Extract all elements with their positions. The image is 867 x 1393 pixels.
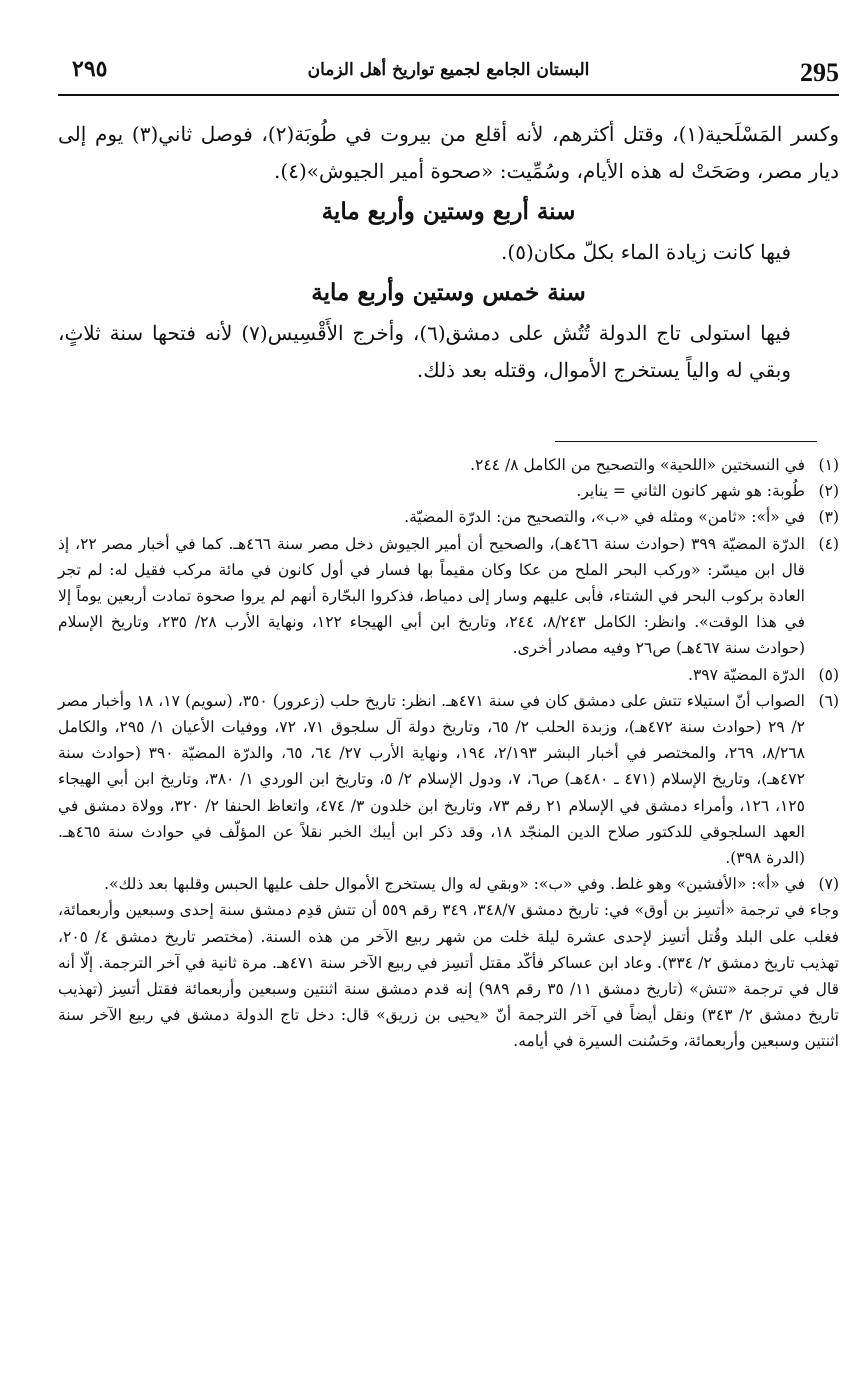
footnote-text: طُوبة: هو شهر كانون الثاني = يناير. [576, 482, 805, 501]
footnote-number: (٦) [818, 691, 839, 710]
footnote-5 [58, 662, 839, 688]
footnote-text: الدرّة المضيّة ٣٩٩ (حوادث سنة ٤٦٦هـ)، والصحيح أن أمير الجيوش دخل مصر سنة ٤٦٦هـ. كما في أخبار مصر ٢٢، إذ قال ابن ميسّر: «وركب البحر الملح من عكا وكان مقيماً بها فسار في أول كانون في مائة مركب فقيل له: لم تجر العادة بركوب البحر في الشتاء، فأبى عليهم وسار إلى دمياط، فذكروا البحّارة أنهم لم يروا صحوة تمادت أربعين يوماً إلا في هذا الوقت». وانظر: الكامل ٨/٢٤٣، ٢٤٤، وتاريخ ابن أبي الهيجاء ١٢٢، ونهاية الأرب ٢٨/ ٢٣٥، وتاريخ الإسلام (حوادث سنة ٤٦٧هـ) ص٢٦ وفيه مصادر أخرى. [58, 534, 805, 658]
year-464-title: سنة أربع وستين وأربع ماية [321, 198, 576, 225]
footnote-extra-paragraph: وجاء في ترجمة «أتسِز بن أوق» في: تاريخ دمشق ٣٤٨/٧، ٣٤٩ رقم ٥٥٩ أن تتش قدِم دمشق سنة إحدى وسبعين وأربعمائة، فغلب على البلد وقُتل أتسِز لإحدى عشرة ليلة خلت من شهر ربيع الآخر من هذه السنة. (مختصر تاريخ دمشق ٤/ ٢٠٥، تهذيب تاريخ دمشق ٢/ ٣٣٤). وعاد ابن عساكر فأكّد مقتل أتسِز في ربيع الآخر سنة ٤٧١هـ. مرة ثانية في آخر الترجمة. إلّا أنه قال في ترجمة «تتش» (تاريخ دمشق ١١/ ٣٥ رقم ٩٨٩) إنه قدم دمشق سنة اثنتين وسبعين وأربعمائة فقتل أتسِز (تهذيب تاريخ دمشق ٢/ ٣٤٣) ونقل أيضاً في آخر الترجمة أنّ «يحيى بن زريق» قال: دخل تاج الدولة دمشق في ربيع الآخر سنة اثنتين وسبعين وأربعمائة، وحَسُنت السيرة في أيامه. [58, 901, 839, 1051]
header-rule [58, 94, 839, 96]
footnotes [58, 452, 839, 1055]
footnote-number: (٤) [818, 534, 839, 553]
year-464-text: فيها كانت زيادة الماء بكلّ مكان(٥). [501, 240, 791, 264]
running-header [58, 52, 839, 92]
footnote-4 [58, 531, 839, 662]
footnote-1 [58, 452, 839, 478]
footnote-text: الدرّة المضيّة ٣٩٧. [688, 665, 805, 684]
footnote-number: (١) [818, 456, 839, 474]
year-465-text: فيها استولى تاج الدولة تُتُش على دمشق(٦)، وأخرج الأَقْسِيس(٧) لأنه فتحها سنة ثلاثٍ، وبقي له والياً يستخرج الأموال، وقتله بعد ذلك. [58, 321, 791, 382]
footnote-text: في النسختين «اللحية» والتصحيح من الكامل ٨/ ٢٤٤. [470, 456, 805, 474]
footnote-3 [58, 504, 839, 530]
page-number-latin: 295 [800, 58, 839, 87]
footnote-separator [555, 441, 817, 442]
footnote-text: الصواب أنّ استيلاء تتش على دمشق كان في سنة ٤٧١هـ. انظر: تاريخ حلب (زعرور) ٣٥٠، (سويم) ١٧، ١٨ وأخبار مصر ٢/ ٢٩ (حوادث سنة ٤٧٢هـ)، وزبدة الحلب ٢/ ٦٥، وتاريخ دولة آل سلجوق ٧١، ٧٢، ووفيات الأعيان ١/ ٢٩٥، والكامل ٨/٢٦٨، ٢٦٩، والمختصر في أخبار البشر ٢/١٩٣، ١٩٤، ونهاية الأرب ٢٧/ ٦٤، ٦٥، والدرّة المضيّة ٣٩٠ (حوادث سنة ٤٧٢هـ)، وتاريخ الإسلام (٤٧١ ـ ٤٨٠هـ) ص٦، ٧، ودول الإسلام ٢/ ٥، وتاريخ ابن الوردي ١/ ٣٨٠، وتاريخ ابن أبي الهيجاء ١٢٥، ١٢٦، وأمراء دمشق في الإسلام ٢١ رقم ٧٣، وتاريخ ابن خلدون ٣/ ٤٧٤، واتعاظ الحنفا ٢/ ٣٢٠، وولاة دمشق في العهد السلجوقي للدكتور صلاح الدين المنجّد ١٨، وقد ذكر ابن أيبك الخبر نقلاً عن المؤلّف في حوادث سنة ٤٦٥هـ. (الدرة ٣٩٨). [58, 691, 805, 868]
footnote-text: في «أ»: «ثامن» ومثله في «ب»، والتصحيح من: الدرّة المضيّة. [404, 508, 805, 527]
footnote-2 [58, 478, 839, 504]
main-text [58, 116, 839, 389]
footnote-6 [58, 688, 839, 871]
running-title: البستان الجامع لجميع تواريخ أهل الزمان [307, 60, 590, 80]
page-number-arabic: ٢٩٥ [72, 56, 108, 82]
footnote-text: في «أ»: «الأفشين» وهو غلط. وفي «ب»: «وبقي له وال يستخرج الأموال حلف عليها الحبس وقلبها بعد ذلك». [104, 875, 805, 894]
intro-paragraph: وكسر المَسْلَحية(١)، وقتل أكثرهم، لأنه أقلع من بيروت في طُوبَة(٢)، فوصل ثاني(٣) يوم إلى ديار مصر، وصَحَتْ له هذه الأيام، وسُمِّيت: «صحوة أمير الجيوش»(٤). [58, 122, 839, 183]
footnote-number: (٣) [818, 508, 839, 527]
footnote-number: (٧) [818, 875, 839, 894]
footnote-7 [58, 871, 839, 897]
footnote-number: (٥) [818, 665, 839, 684]
year-465-title: سنة خمس وستين وأربع ماية [311, 279, 586, 306]
footnote-7-continuation [58, 897, 839, 1054]
footnote-number: (٢) [818, 482, 839, 501]
